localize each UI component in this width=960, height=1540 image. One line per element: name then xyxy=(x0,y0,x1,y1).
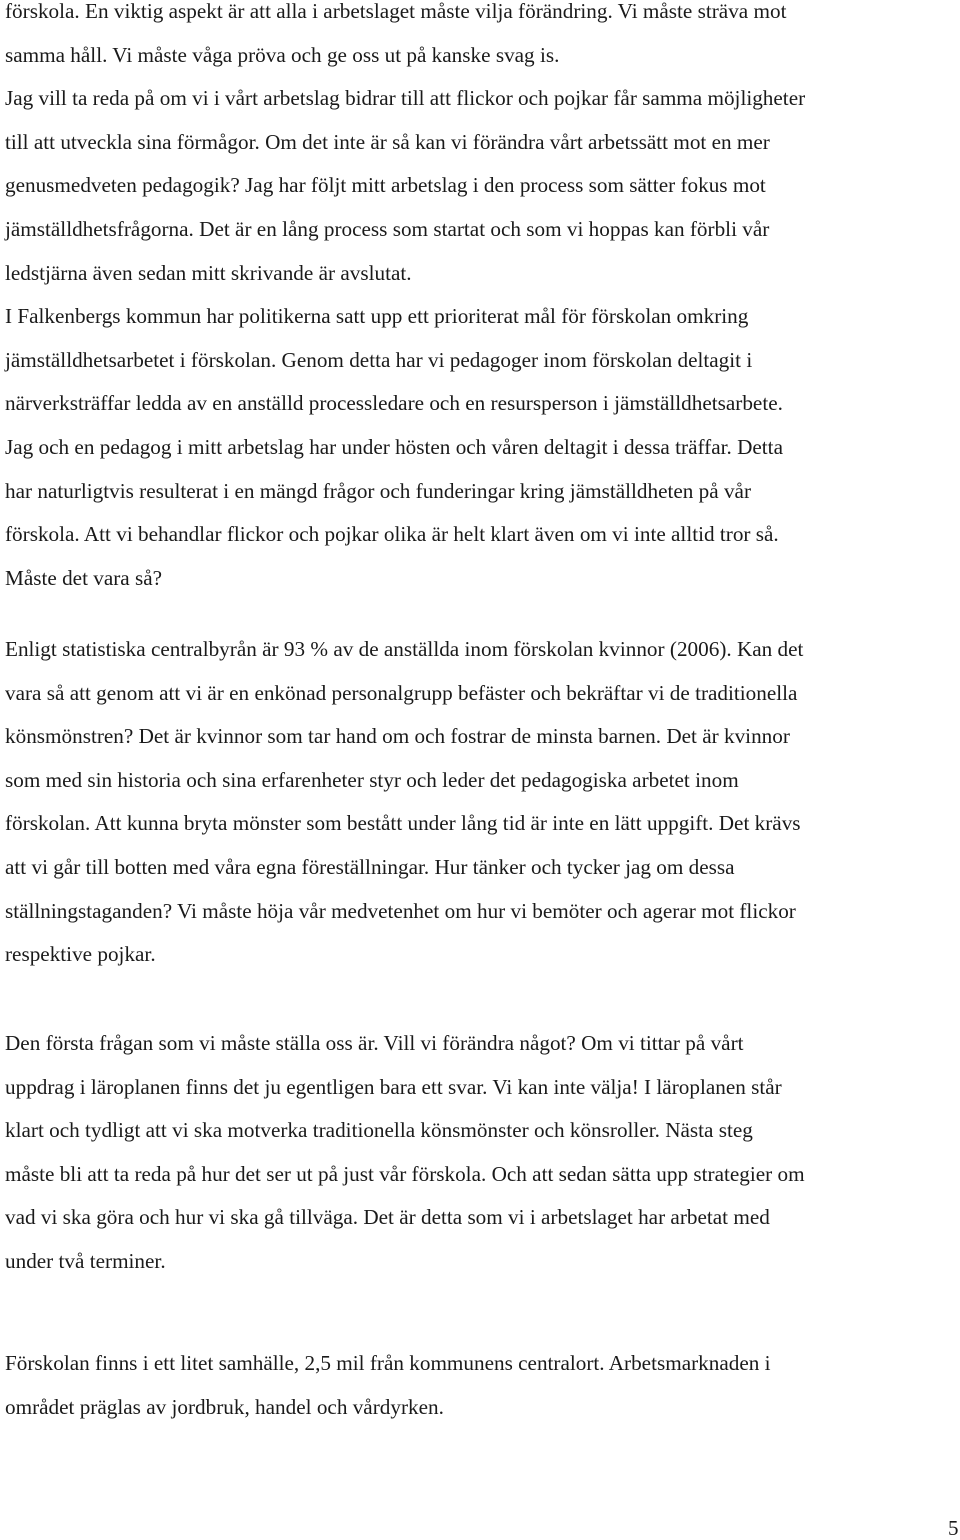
text-line: samma håll. Vi måste våga pröva och ge oss ut på kanske svag is. xyxy=(5,42,560,67)
paragraph-block xyxy=(5,628,960,977)
text-line: Förskolan finns i ett litet samhälle, 2,5 mil från kommunens centralort. Arbetsmarknaden i xyxy=(5,1351,771,1375)
text-line: klart och tydligt att vi ska motverka traditionella könsmönster och könsroller. Nästa steg xyxy=(5,1118,753,1143)
text-line: som med sin historia och sina erfarenheter styr och leder det pedagogiska arbetet inom xyxy=(5,767,739,792)
page-number: 5 xyxy=(948,1516,959,1540)
text-line: förskola. En viktig aspekt är att alla i arbetslaget måste vilja förändring. Vi måste sträva mot xyxy=(5,0,787,23)
text-line: Enligt statistiska centralbyrån är 93 % av de anställda inom förskolan kvinnor (2006). Kan det xyxy=(5,637,804,661)
text-line: respektive pojkar. xyxy=(5,942,156,967)
paragraph-block xyxy=(5,1342,960,1429)
text-line: under två terminer. xyxy=(5,1248,166,1273)
text-line: ställningstaganden? Vi måste höja vår medvetenhet om hur vi bemöter och agerar mot flickor xyxy=(5,898,796,923)
text-line: måste bli att ta reda på hur det ser ut på just vår förskola. Och att sedan sätta upp strategier om xyxy=(5,1161,805,1186)
text-line: Jag och en pedagog i mitt arbetslag har under hösten och våren deltagit i dessa träffar. Detta xyxy=(5,434,783,459)
text-line: Måste det vara så? xyxy=(5,565,163,590)
text-line: jämställdhetsarbetet i förskolan. Genom detta har vi pedagoger inom förskolan deltagit i xyxy=(5,347,753,372)
text-line: närverksträffar ledda av en anställd processledare och en resursperson i jämställdhetsarbete. xyxy=(5,391,783,416)
text-line: vara så att genom att vi är en enkönad personalgrupp befäster och bekräftar vi de traditionella xyxy=(5,680,798,705)
text-line: uppdrag i läroplanen finns det ju egentligen bara ett svar. Vi kan inte välja! I läroplanen står xyxy=(5,1074,782,1099)
text-line: Jag vill ta reda på om vi i vårt arbetslag bidrar till att flickor och pojkar får samma möjligheter xyxy=(5,86,806,111)
text-line: jämställdhetsfrågorna. Det är en lång process som startat och som vi hoppas kan förbli vår xyxy=(5,216,770,241)
text-line: har naturligtvis resulterat i en mängd frågor och funderingar kring jämställdheten på vår xyxy=(5,478,752,503)
text-line: till att utveckla sina förmågor. Om det inte är så kan vi förändra vårt arbetssätt mot en mer xyxy=(5,129,770,154)
text-line: att vi går till botten med våra egna föreställningar. Hur tänker och tycker jag om dessa xyxy=(5,854,735,879)
text-line: Den första frågan som vi måste ställa oss är. Vill vi förändra något? Om vi tittar på vårt xyxy=(5,1031,744,1055)
text-line: I Falkenbergs kommun har politikerna satt upp ett prioriterat mål för förskolan omkring xyxy=(5,304,749,329)
text-line: vad vi ska göra och hur vi ska gå tillväga. Det är detta som vi i arbetslaget har arbetat med xyxy=(5,1205,770,1230)
text-line: förskolan. Att kunna bryta mönster som bestått under lång tid är inte en lätt uppgift. Det krävs xyxy=(5,811,801,836)
text-line: genusmedveten pedagogik? Jag har följt mitt arbetslag i den process som sätter fokus mot xyxy=(5,173,766,198)
text-line: området präglas av jordbruk, handel och vårdyrken. xyxy=(5,1394,444,1419)
text-line: könsmönstren? Det är kvinnor som tar hand om och fostrar de minsta barnen. Det är kvinnor xyxy=(5,724,790,749)
paragraph-block xyxy=(5,1022,960,1284)
text-line: ledstjärna även sedan mitt skrivande är avslutat. xyxy=(5,260,412,285)
paragraph-block xyxy=(5,0,960,600)
text-line: förskola. Att vi behandlar flickor och pojkar olika är helt klart även om vi inte alltid tror så. xyxy=(5,522,779,547)
